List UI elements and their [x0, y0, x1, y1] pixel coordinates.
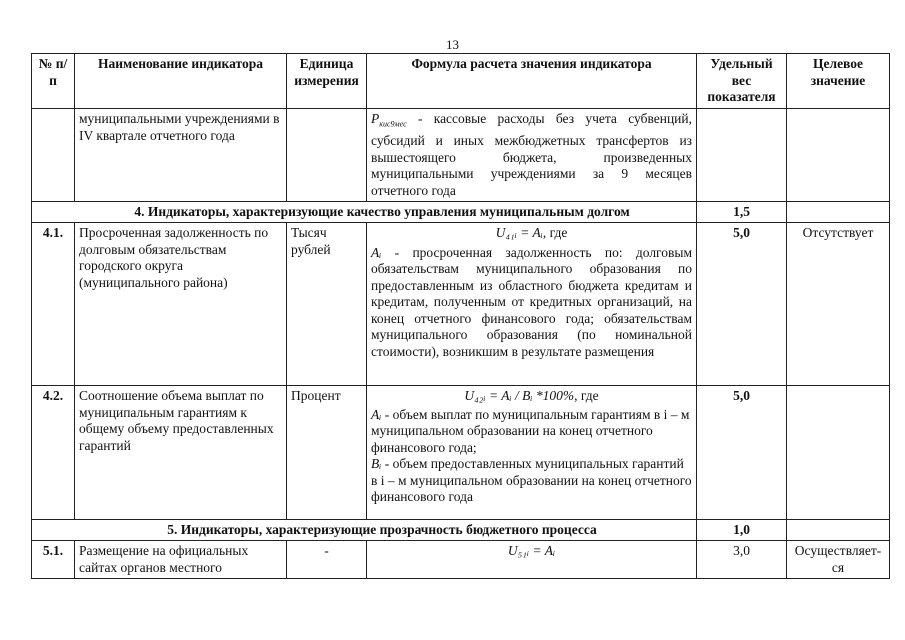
header-unit: Единица измерения: [287, 54, 367, 109]
row-5-1-weight: 3,0: [697, 541, 787, 579]
header-num: № п/п: [32, 54, 75, 109]
row-4-1-formula-suffix: , где: [542, 225, 568, 241]
row-5-1-formula-cell: [367, 541, 697, 579]
row-5-1-num: 5.1.: [32, 541, 75, 579]
cont-var-sub: кис9мес: [379, 119, 407, 129]
row-4-1-weight: 5,0: [697, 223, 787, 386]
row-5-1-unit: -: [287, 541, 367, 579]
cont-name: муниципальными учреждениями в IV квартале отчетного года: [75, 109, 287, 202]
row-4-2-formula: U₄₂ᵢ = Aᵢ / Bᵢ *100%: [464, 388, 575, 404]
section-5-row: [32, 520, 890, 541]
header-formula: Формула расчета значения индикатора: [367, 54, 697, 109]
table-row-4-2: [32, 386, 890, 520]
row-4-1-formula-cell: [367, 223, 697, 386]
row-4-2-target: [787, 386, 890, 520]
row-4-1-var: Aᵢ: [371, 244, 382, 260]
row-4-2-unit: Процент: [287, 386, 367, 520]
section-4-title: 4. Индикаторы, характеризующие качество управления муниципальным долгом: [32, 202, 697, 223]
row-4-2-formula-cell: [367, 386, 697, 520]
row-4-1-unit: Тысяч рублей: [287, 223, 367, 386]
table-row-4-1: [32, 223, 890, 386]
section-5-title: 5. Индикаторы, характеризующие прозрачность бюджетного процесса: [32, 520, 697, 541]
table-header-row: [32, 54, 890, 109]
cont-var: P: [371, 111, 380, 126]
row-4-2-desc-a: - объем выплат по муниципальным гарантиям в i – м муниципальном образовании на конец отчетного финансового года;: [371, 406, 690, 455]
row-5-1-formula: U₅₁ᵢ = Aᵢ: [507, 543, 556, 559]
row-4-1-target: Отсутствует: [787, 223, 890, 386]
row-4-2-desc-b: - объем предоставленных муниципальных гарантий в i – м муниципальном образовании на конец отчетного финансового года: [371, 456, 692, 505]
row-4-2-var-a: Aᵢ: [371, 406, 382, 422]
indicators-table: [31, 53, 890, 579]
row-4-1-name: Просроченная задолженность по долговым обязательствам городского округа (муниципального района): [75, 223, 287, 386]
cont-desc: - кассовые расходы без учета субвенций, субсидий и иных межбюджетных трансфертов из вышестоящего бюджета, произведенных муниципальными учреждениями за 9 месяцев отчетного года: [371, 111, 693, 198]
row-5-1-target: Осуществляет-ся: [787, 541, 890, 579]
section-4-row: [32, 202, 890, 223]
page-number: 13: [446, 37, 459, 52]
row-4-2-num: 4.2.: [32, 386, 75, 520]
section-5-weight: 1,0: [697, 520, 787, 541]
header-weight: Удельный вес показателя: [697, 54, 787, 109]
cont-formula-cell: [367, 109, 697, 202]
header-name: Наименование индикатора: [75, 54, 287, 109]
row-4-1-num: 4.1.: [32, 223, 75, 386]
row-4-2-var-b: Bᵢ: [371, 456, 382, 472]
section-4-weight: 1,5: [697, 202, 787, 223]
table-row-continuation: [32, 109, 890, 202]
row-4-2-formula-suffix: , где: [574, 388, 599, 404]
table-row-5-1: [32, 541, 890, 579]
row-4-2-name: Соотношение объема выплат по муниципальным гарантиям к общему объему предоставленных гарантий: [75, 386, 287, 520]
header-target: Целевое значение: [787, 54, 890, 109]
row-4-2-weight: 5,0: [697, 386, 787, 520]
row-5-1-name: Размещение на официальных сайтах органов местного: [75, 541, 287, 579]
row-4-1-formula: U₄₁ᵢ = Aᵢ: [495, 225, 543, 241]
row-4-1-desc: - просроченная задолженность по: долговым обязательствам муниципального образования по предоставленным из областного бюджета кредитам и кредитам, полученным от кредитных организаций, на конец отчетного финансового года; обязательствам муниципального образования (по номинальной стоимости), возникшим в результате размещения: [371, 244, 692, 359]
